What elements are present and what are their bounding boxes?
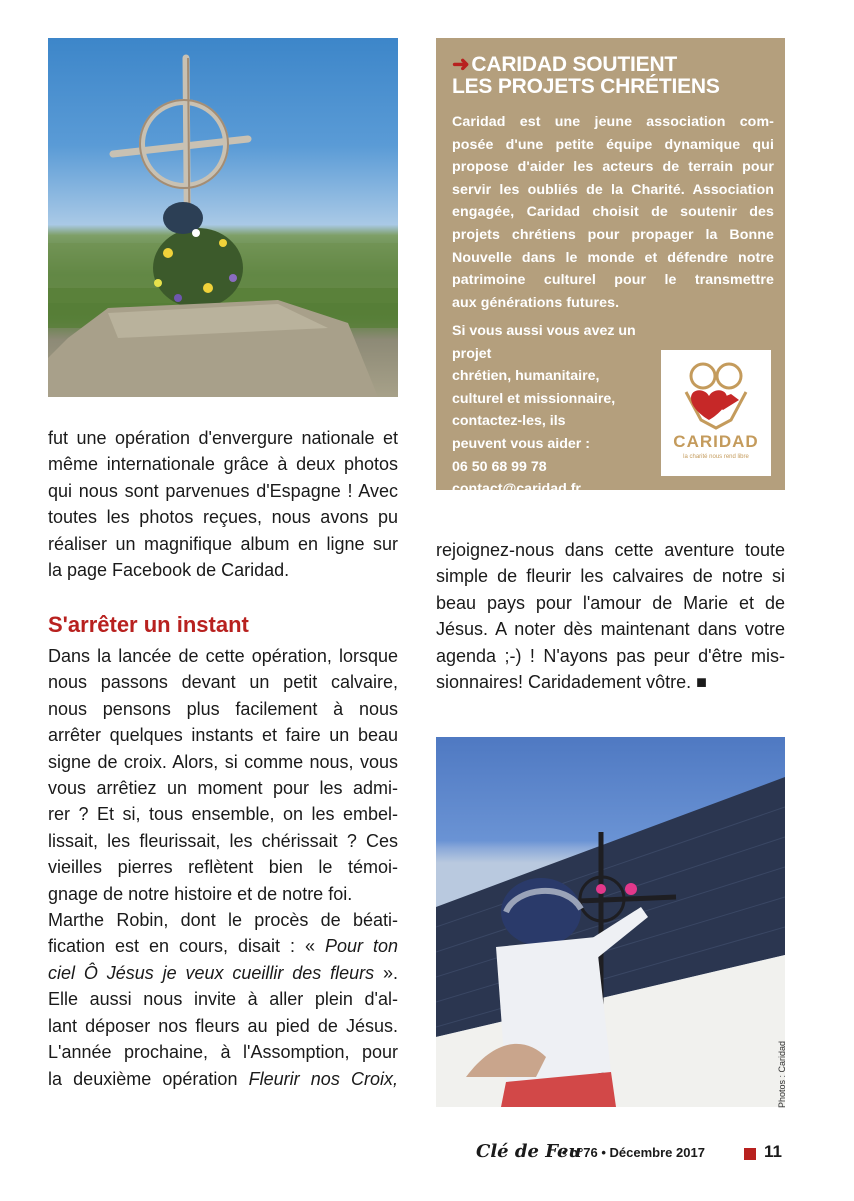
sidebar-description [452, 111, 774, 314]
contact-email[interactable]: contact@caridad.fr [452, 481, 581, 498]
sidebar-line: Caridad est une jeune association com- [452, 114, 774, 130]
sidebar-title: ➜CARIDAD SOUTIENT LES PROJETS CHRÉTIENS [452, 53, 720, 98]
text-line: vieilles pierres reflètent bien le témoi- [48, 857, 398, 878]
cross-flowers-illustration [48, 38, 398, 397]
text-line [48, 933, 398, 959]
column1-main-paragraph [48, 643, 398, 1092]
sidebar-line: aux générations futures. [452, 294, 620, 311]
issue-info: • n°76 • Décembre 2017 [562, 1145, 705, 1160]
contact-line: contactez-les, ils [452, 413, 566, 430]
caridad-heart-hands-icon [661, 350, 771, 434]
text-line: L'année prochaine, à l'Assomption, pour [48, 1042, 398, 1063]
sidebar-line: servir les oubliés de la Charité. Association [452, 181, 774, 198]
contact-line: chrétien, humanitaire, [452, 368, 600, 385]
text-line: signe de croix. Alors, si comme nous, vous [48, 751, 398, 772]
column1-intro-paragraph [48, 425, 398, 583]
quote-text: Pour ton [324, 936, 398, 957]
logo-name: CARIDAD [673, 432, 759, 451]
caridad-logo [661, 350, 771, 476]
text-line: lant déposer nos fleurs au pied de Jésus. [48, 1015, 398, 1036]
quote-text: ciel Ô Jésus je veux cueillir des fleurs [48, 962, 375, 983]
contact-phone[interactable]: 06 50 68 99 78 [452, 458, 547, 475]
text-line: lissait, les fleurissait, les chérissait ? Ces [48, 830, 398, 851]
text-line: simple de fleurir les calvaires de notre si [436, 566, 785, 587]
text-line: nous passons devant un petit calvaire, [48, 672, 398, 693]
text-line: Elle aussi nous invite à aller plein d'al- [48, 989, 398, 1010]
text-line: gnage de notre histoire et de notre foi. [48, 883, 353, 904]
sidebar-line: projets chrétiens pour propager la Bonne [452, 226, 774, 243]
arrow-right-icon: ➜ [452, 53, 470, 76]
child-cross-photo [436, 737, 785, 1107]
text-line: sionnaires! Caridadement vôtre. ■ [436, 672, 708, 693]
text-line: vous arrêtiez un moment pour les admi- [48, 778, 398, 799]
text-line: nous pensons plus facilement à nous [48, 698, 398, 719]
text-line: rejoignez-nous dans cette aventure toute [436, 540, 785, 560]
sidebar-line: propose d'aider les acteurs de terrain pour [452, 159, 774, 176]
quote-suffix: ». [382, 962, 398, 983]
text-line: rer ? Et si, tous ensemble, on les embel- [48, 804, 398, 825]
contact-line: Si vous aussi vous avez un projet [452, 323, 636, 362]
sidebar-contact [452, 320, 652, 501]
page-number: 11 [764, 1142, 782, 1161]
text-line: réaliser un magnifique album en ligne sur [48, 533, 398, 554]
red-square-icon [744, 1148, 756, 1160]
section-heading: S'arrêter un instant [48, 612, 249, 637]
quote-prefix: fication est en cours, disait : « [48, 936, 315, 957]
text-line [48, 1066, 398, 1092]
text-line: agenda ;-) ! N'ayons pas peur d'être mis- [436, 645, 785, 666]
sidebar-line: Nouvelle dans le monde et défendre notre [452, 249, 774, 266]
text-line: qui nous sont parvenues d'Espagne ! Avec [48, 480, 398, 501]
operation-name: Fleurir nos Croix, [248, 1068, 398, 1089]
text-line: même internationale grâce à deux photos [48, 454, 398, 475]
text-line: Dans la lancée de cette opération, lorsque [48, 646, 398, 666]
contact-line: peuvent vous aider : [452, 435, 590, 452]
logo-tagline: la charité nous rend libre [683, 454, 749, 460]
text-line: toutes les photos reçues, nous avons pu [48, 507, 398, 528]
text-fragment: la deuxième opération [48, 1068, 238, 1089]
cross-flowers-photo [48, 38, 398, 397]
contact-line: culturel et missionnaire, [452, 390, 616, 407]
text-line: Marthe Robin, dont le procès de béati- [48, 910, 398, 931]
text-line: Jésus. A noter dès maintenant dans votre [436, 619, 785, 640]
text-line: fut une opération d'envergure nationale et [48, 428, 398, 448]
text-line [48, 960, 398, 986]
text-line: beau pays pour l'amour de Marie et de [436, 592, 785, 613]
sidebar-line: patrimoine culturel pour le transmettre [452, 272, 774, 289]
sidebar-line: posée d'une petite équipe dynamique qui [452, 136, 774, 153]
text-line: la page Facebook de Caridad. [48, 560, 290, 581]
sidebar-line: engagée, Caridad choisit de soutenir des [452, 204, 774, 221]
page-footer [476, 1143, 786, 1167]
column2-paragraph [436, 537, 785, 695]
magazine-name: Clé de Feu [476, 1141, 582, 1162]
child-cross-illustration [436, 737, 785, 1107]
photo-credit: Photos : Caridad [777, 1040, 787, 1108]
text-line: arrêter quelques instants et faire un beau [48, 725, 398, 746]
caridad-info-box [436, 38, 785, 498]
